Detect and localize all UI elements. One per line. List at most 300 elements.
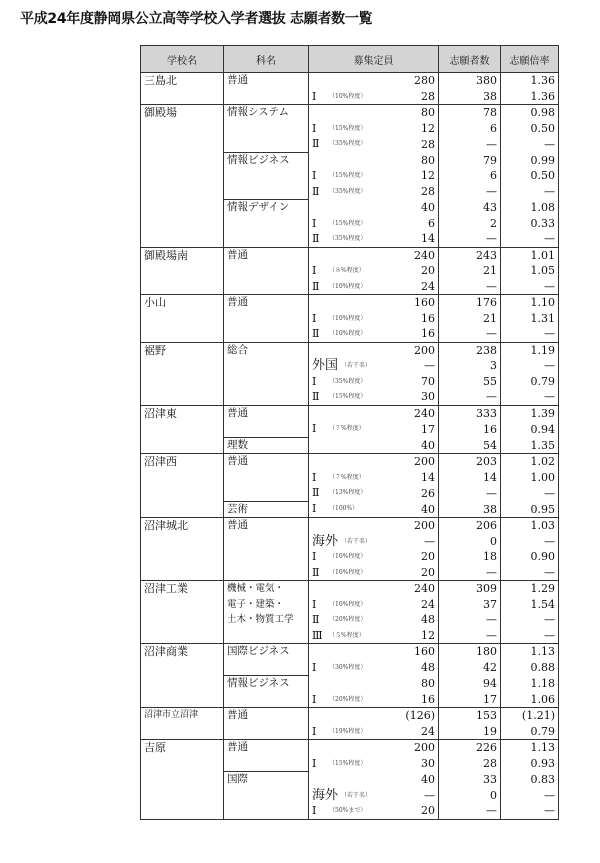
ratio-cell: 1.01 — [501, 247, 559, 263]
ratio-cell: (1.21) — [501, 708, 559, 724]
table-row — [141, 247, 559, 263]
selection-note: （30%程度） — [329, 663, 367, 671]
selection-type: Ⅱ — [312, 184, 320, 198]
department-cell — [224, 724, 309, 740]
capacity-cell — [309, 184, 439, 200]
capacity-cell — [309, 660, 439, 676]
ratio-cell: 1.13 — [501, 644, 559, 660]
capacity-value: 28 — [421, 137, 435, 151]
selection-type: Ⅱ — [312, 279, 320, 293]
applicants-cell: 78 — [439, 105, 501, 121]
capacity-value: 200 — [414, 343, 435, 357]
ratio-cell: — — [501, 231, 559, 247]
applicants-cell: 14 — [439, 470, 501, 486]
capacity-cell — [309, 549, 439, 565]
applicants-cell: — — [439, 326, 501, 342]
selection-type: Ⅱ — [312, 327, 320, 340]
selection-type: Ⅰ — [312, 169, 317, 182]
applicants-cell: — — [439, 628, 501, 644]
ratio-cell: 0.50 — [501, 121, 559, 137]
capacity-value: 240 — [414, 406, 435, 420]
applicants-cell: 2 — [439, 216, 501, 232]
department-cell — [224, 168, 309, 184]
capacity-value: 240 — [414, 582, 435, 596]
header-department: 科名 — [224, 46, 309, 73]
ratio-cell: 1.36 — [501, 89, 559, 105]
capacity-cell — [309, 676, 439, 692]
department-cell: 土木・物質工学 — [224, 612, 309, 628]
capacity-cell — [309, 692, 439, 708]
ratio-cell: 0.50 — [501, 168, 559, 184]
school-name-cell: 小山 — [141, 295, 224, 343]
ratio-cell: 0.90 — [501, 549, 559, 565]
department-cell — [224, 374, 309, 390]
capacity-value: 24 — [421, 724, 435, 738]
capacity-cell — [309, 485, 439, 501]
capacity-value: 30 — [421, 757, 435, 770]
ratio-cell: 1.31 — [501, 311, 559, 327]
applicants-cell: 176 — [439, 295, 501, 311]
school-name-cell: 吉原 — [141, 740, 224, 820]
capacity-value: 280 — [414, 74, 435, 88]
applicants-cell: — — [439, 565, 501, 581]
capacity-value: 30 — [421, 390, 435, 404]
department-cell: 理数 — [224, 437, 309, 454]
applicants-cell: 180 — [439, 644, 501, 660]
selection-type: Ⅰ — [312, 264, 317, 277]
selection-type: Ⅰ — [312, 121, 317, 135]
applicants-table — [140, 45, 559, 820]
selection-type: Ⅰ — [312, 660, 317, 674]
applicants-cell: 43 — [439, 200, 501, 216]
school-name-cell: 沼津市立沼津 — [141, 708, 224, 740]
capacity-cell — [309, 89, 439, 105]
selection-note: （20%程度） — [329, 616, 367, 623]
ratio-cell: 1.06 — [501, 692, 559, 708]
school-name-cell: 沼津工業 — [141, 581, 224, 644]
ratio-cell: — — [501, 534, 559, 550]
capacity-cell — [309, 326, 439, 342]
ratio-cell: 1.19 — [501, 342, 559, 358]
capacity-value: 12 — [421, 169, 435, 183]
capacity-cell — [309, 644, 439, 660]
applicants-cell: 21 — [439, 263, 501, 279]
capacity-value: 80 — [421, 106, 435, 120]
capacity-cell — [309, 405, 439, 421]
capacity-cell — [309, 421, 439, 437]
department-cell — [224, 311, 309, 327]
applicants-cell: 309 — [439, 581, 501, 597]
ratio-cell: — — [501, 788, 559, 804]
applicants-cell: 206 — [439, 518, 501, 534]
capacity-value: 16 — [421, 327, 435, 341]
header-ratio: 志願倍率 — [501, 46, 559, 73]
department-cell — [224, 389, 309, 405]
capacity-value: 20 — [421, 264, 435, 278]
capacity-cell — [309, 518, 439, 534]
capacity-value: 17 — [421, 422, 435, 436]
capacity-cell — [309, 470, 439, 486]
capacity-value: — — [424, 359, 435, 373]
applicants-cell: 42 — [439, 660, 501, 676]
department-cell: 情報システム — [224, 105, 309, 121]
ratio-cell: 1.54 — [501, 597, 559, 613]
capacity-cell — [309, 200, 439, 216]
capacity-value: 16 — [421, 311, 435, 325]
department-cell: 普通 — [224, 740, 309, 756]
table-row — [141, 295, 559, 311]
capacity-cell — [309, 216, 439, 232]
selection-type: Ⅰ — [312, 804, 317, 817]
school-name-cell: 御殿場 — [141, 105, 224, 248]
selection-type: Ⅰ — [312, 756, 317, 770]
ratio-cell: 0.88 — [501, 660, 559, 676]
department-cell: 芸術 — [224, 501, 309, 518]
capacity-cell — [309, 565, 439, 581]
ratio-cell: 0.98 — [501, 105, 559, 121]
department-cell — [224, 470, 309, 486]
selection-note: （15%程度） — [329, 219, 367, 227]
selection-note: （35%程度） — [329, 140, 367, 147]
selection-note: （10%程度） — [329, 314, 367, 322]
selection-type: 外国 — [312, 358, 339, 373]
table-row — [141, 342, 559, 358]
header-applicants: 志願者数 — [439, 46, 501, 73]
applicants-cell: 6 — [439, 121, 501, 137]
capacity-value: 240 — [414, 248, 435, 262]
selection-type: Ⅱ — [312, 232, 320, 245]
selection-type: 海外 — [312, 533, 339, 549]
department-cell — [224, 628, 309, 644]
department-cell: 機械・電気・ — [224, 581, 309, 597]
selection-note: （50%まで） — [329, 807, 367, 814]
capacity-value: 48 — [421, 661, 435, 674]
department-cell — [224, 485, 309, 501]
ratio-cell: 1.10 — [501, 295, 559, 311]
ratio-cell: 0.95 — [501, 501, 559, 518]
selection-note: （10%程度） — [329, 92, 367, 100]
capacity-cell — [309, 168, 439, 184]
capacity-cell — [309, 358, 439, 374]
capacity-cell — [309, 534, 439, 550]
applicants-cell: — — [439, 803, 501, 819]
selection-note: （15%程度） — [329, 393, 367, 400]
capacity-value: 26 — [421, 486, 435, 500]
applicants-cell: 21 — [439, 311, 501, 327]
ratio-cell: 1.36 — [501, 73, 559, 89]
applicants-cell: 18 — [439, 549, 501, 565]
capacity-value: — — [424, 534, 435, 548]
capacity-value: 24 — [421, 279, 435, 293]
capacity-cell — [309, 295, 439, 311]
selection-type: Ⅲ — [312, 628, 323, 642]
ratio-cell: 0.79 — [501, 374, 559, 390]
selection-type: Ⅰ — [312, 374, 317, 388]
department-cell — [224, 756, 309, 772]
applicants-cell: 54 — [439, 437, 501, 454]
applicants-cell: 0 — [439, 534, 501, 550]
selection-note: （35%程度） — [329, 187, 367, 195]
capacity-cell — [309, 374, 439, 390]
page-title: 平成24年度静岡県公立高等学校入学者選抜 志願者数一覧 — [20, 11, 373, 27]
ratio-cell: 1.18 — [501, 676, 559, 692]
department-cell — [224, 263, 309, 279]
selection-note: （15%程度） — [329, 759, 367, 767]
applicants-cell: — — [439, 184, 501, 200]
capacity-value: (126) — [405, 709, 435, 723]
capacity-value: 14 — [421, 232, 435, 246]
capacity-value: — — [424, 788, 435, 802]
school-name-cell: 沼津西 — [141, 454, 224, 518]
capacity-cell — [309, 437, 439, 454]
capacity-value: 28 — [421, 89, 435, 103]
ratio-cell: 0.83 — [501, 772, 559, 788]
ratio-cell: — — [501, 803, 559, 819]
selection-type: Ⅱ — [312, 565, 320, 579]
school-name-cell: 沼津商業 — [141, 644, 224, 708]
selection-note: （若干名） — [341, 791, 372, 799]
capacity-cell — [309, 342, 439, 358]
selection-note: （10%程度） — [329, 600, 367, 608]
capacity-cell — [309, 581, 439, 597]
ratio-cell: — — [501, 565, 559, 581]
department-cell: 普通 — [224, 708, 309, 724]
capacity-cell — [309, 136, 439, 152]
ratio-cell: — — [501, 279, 559, 295]
department-cell: 総合 — [224, 342, 309, 358]
department-cell: 情報ビジネス — [224, 676, 309, 692]
capacity-value: 20 — [421, 804, 435, 818]
applicants-cell: 243 — [439, 247, 501, 263]
ratio-cell: 1.35 — [501, 437, 559, 454]
department-cell — [224, 660, 309, 676]
capacity-cell — [309, 311, 439, 327]
applicants-cell: 333 — [439, 405, 501, 421]
selection-type: Ⅰ — [312, 724, 317, 738]
selection-note: （10%程度） — [329, 553, 367, 560]
selection-type: Ⅰ — [312, 502, 317, 515]
ratio-cell: 0.93 — [501, 756, 559, 772]
applicants-cell: 28 — [439, 756, 501, 772]
capacity-value: 48 — [421, 613, 435, 627]
table-row — [141, 740, 559, 756]
applicants-cell: 226 — [439, 740, 501, 756]
selection-note: （13%程度） — [329, 489, 367, 496]
department-cell — [224, 534, 309, 550]
selection-type: Ⅱ — [312, 486, 320, 499]
department-cell — [224, 216, 309, 232]
applicants-cell: — — [439, 136, 501, 152]
table-row — [141, 518, 559, 534]
capacity-cell — [309, 788, 439, 804]
applicants-cell: 3 — [439, 358, 501, 374]
capacity-value: 160 — [414, 645, 435, 659]
department-cell — [224, 89, 309, 105]
selection-note: （10%程度） — [329, 330, 367, 337]
capacity-value: 6 — [428, 216, 435, 230]
selection-type: 海外 — [312, 787, 339, 803]
ratio-cell: 1.02 — [501, 454, 559, 470]
selection-type: Ⅰ — [312, 311, 317, 325]
department-cell: 情報ビジネス — [224, 152, 309, 168]
applicants-cell: 37 — [439, 597, 501, 613]
capacity-cell — [309, 708, 439, 724]
applicants-cell: — — [439, 231, 501, 247]
school-name-cell: 沼津城北 — [141, 518, 224, 581]
capacity-value: 16 — [421, 692, 435, 706]
ratio-cell: 1.13 — [501, 740, 559, 756]
school-name-cell: 御殿場南 — [141, 247, 224, 295]
department-cell: 電子・建築・ — [224, 597, 309, 613]
applicants-cell: 153 — [439, 708, 501, 724]
department-cell: 国際 — [224, 772, 309, 788]
ratio-cell: 1.39 — [501, 405, 559, 421]
capacity-value: 80 — [421, 677, 435, 690]
capacity-cell — [309, 772, 439, 788]
selection-note: （15%程度） — [329, 124, 367, 132]
capacity-cell — [309, 724, 439, 740]
capacity-value: 20 — [421, 565, 435, 579]
capacity-value: 70 — [421, 374, 435, 388]
ratio-cell: — — [501, 389, 559, 405]
applicants-cell: 38 — [439, 89, 501, 105]
applicants-cell: 55 — [439, 374, 501, 390]
table-row — [141, 105, 559, 121]
applicants-cell: 17 — [439, 692, 501, 708]
capacity-cell — [309, 628, 439, 644]
ratio-cell: — — [501, 184, 559, 200]
ratio-cell: 1.08 — [501, 200, 559, 216]
department-cell — [224, 184, 309, 200]
department-cell: 普通 — [224, 454, 309, 470]
header-capacity: 募集定員 — [309, 46, 439, 73]
capacity-value: 12 — [421, 628, 435, 642]
capacity-value: 14 — [421, 470, 435, 484]
applicants-cell: 380 — [439, 73, 501, 89]
applicants-cell: 6 — [439, 168, 501, 184]
table-body — [141, 73, 559, 820]
applicants-cell: 203 — [439, 454, 501, 470]
ratio-cell: 1.00 — [501, 470, 559, 486]
applicants-cell: — — [439, 612, 501, 628]
department-cell — [224, 565, 309, 581]
selection-note: （10%程度） — [329, 568, 367, 576]
selection-note: （若干名） — [341, 362, 372, 369]
department-cell: 普通 — [224, 405, 309, 421]
selection-type: Ⅰ — [312, 597, 317, 611]
table-row — [141, 405, 559, 421]
capacity-cell — [309, 263, 439, 279]
applicants-cell: 238 — [439, 342, 501, 358]
school-name-cell: 三島北 — [141, 73, 224, 105]
capacity-value: 200 — [414, 741, 435, 755]
department-cell: 普通 — [224, 247, 309, 263]
selection-note: （８%程度） — [329, 267, 365, 274]
capacity-value: 160 — [414, 296, 435, 310]
selection-type: Ⅰ — [312, 550, 317, 563]
school-name-cell: 裾野 — [141, 342, 224, 405]
applicants-cell: — — [439, 279, 501, 295]
ratio-cell: — — [501, 358, 559, 374]
capacity-cell — [309, 454, 439, 470]
ratio-cell: 1.03 — [501, 518, 559, 534]
capacity-value: 80 — [421, 153, 435, 167]
selection-note: （20%程度） — [329, 695, 367, 703]
capacity-value: 20 — [421, 550, 435, 564]
selection-note: （15%程度） — [329, 172, 367, 179]
capacity-cell — [309, 597, 439, 613]
capacity-value: 40 — [421, 201, 435, 214]
capacity-value: 40 — [421, 773, 435, 786]
ratio-cell: — — [501, 628, 559, 644]
ratio-cell: — — [501, 326, 559, 342]
department-cell: 普通 — [224, 73, 309, 89]
selection-type: Ⅰ — [312, 422, 317, 435]
department-cell — [224, 121, 309, 137]
department-cell — [224, 279, 309, 295]
capacity-cell — [309, 247, 439, 263]
selection-note: （35%程度） — [329, 235, 367, 242]
ratio-cell: 0.79 — [501, 724, 559, 740]
selection-type: Ⅱ — [312, 137, 320, 150]
selection-note: （10%程度） — [329, 282, 367, 290]
department-cell — [224, 326, 309, 342]
applicants-cell: 38 — [439, 501, 501, 518]
department-cell: 国際ビジネス — [224, 644, 309, 660]
department-cell — [224, 136, 309, 152]
ratio-cell: 1.29 — [501, 581, 559, 597]
ratio-cell: — — [501, 485, 559, 501]
department-cell — [224, 692, 309, 708]
selection-type: Ⅰ — [312, 692, 317, 706]
selection-note: （35%程度） — [329, 377, 367, 385]
applicants-cell: — — [439, 389, 501, 405]
applicants-cell: 94 — [439, 676, 501, 692]
capacity-cell — [309, 612, 439, 628]
capacity-value: 40 — [421, 438, 435, 452]
applicants-cell: — — [439, 485, 501, 501]
ratio-cell: 0.33 — [501, 216, 559, 232]
selection-note: （100%） — [329, 505, 359, 512]
selection-note: （５%程度） — [329, 631, 365, 639]
capacity-value: 200 — [414, 519, 435, 533]
table-row — [141, 454, 559, 470]
capacity-cell — [309, 501, 439, 518]
department-cell: 普通 — [224, 518, 309, 534]
ratio-cell: 0.99 — [501, 152, 559, 168]
capacity-value: 40 — [421, 502, 435, 516]
header-school: 学校名 — [141, 46, 224, 73]
applicants-cell: 0 — [439, 788, 501, 804]
capacity-value: 24 — [421, 597, 435, 611]
capacity-cell — [309, 73, 439, 89]
department-cell — [224, 788, 309, 804]
applicants-cell: 79 — [439, 152, 501, 168]
ratio-cell: 0.94 — [501, 421, 559, 437]
capacity-cell — [309, 231, 439, 247]
selection-note: （７%程度） — [329, 473, 365, 481]
applicants-cell: 16 — [439, 421, 501, 437]
selection-type: Ⅱ — [312, 390, 320, 403]
selection-note: （若干名） — [341, 537, 372, 545]
capacity-cell — [309, 105, 439, 121]
capacity-cell — [309, 121, 439, 137]
capacity-cell — [309, 279, 439, 295]
ratio-cell: 1.05 — [501, 263, 559, 279]
department-cell — [224, 803, 309, 819]
capacity-cell — [309, 740, 439, 756]
table-row — [141, 73, 559, 89]
